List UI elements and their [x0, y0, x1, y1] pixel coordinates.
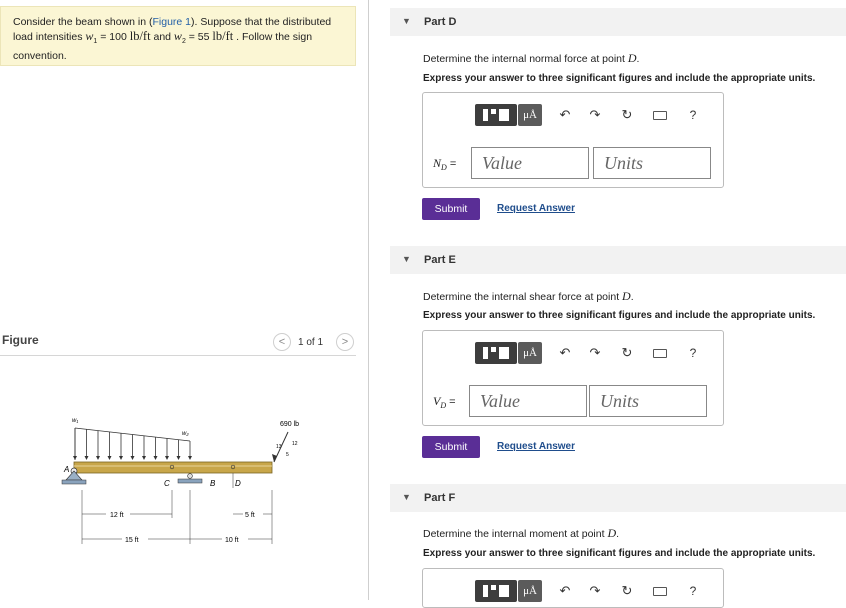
value-input[interactable]: [470, 386, 586, 416]
template-block-icon: [491, 585, 496, 590]
dim-5-label: 5 ft: [245, 512, 255, 519]
load-arrow-head: [73, 456, 77, 460]
templates-button[interactable]: [475, 580, 517, 602]
column-divider: [368, 0, 369, 600]
slope-12-label: 12: [292, 441, 298, 447]
figure-divider: [0, 355, 356, 356]
load-arrow-head: [131, 456, 135, 460]
part-E-value-field[interactable]: [469, 385, 587, 417]
next-figure-button[interactable]: >: [336, 333, 354, 351]
w1-figure-label: w₁: [72, 418, 79, 424]
load-arrow-head: [119, 456, 123, 460]
keyboard-icon[interactable]: [650, 580, 670, 602]
part-F-title: Part F: [424, 492, 456, 504]
part-F-point: D: [607, 526, 617, 540]
ground-A: [62, 480, 86, 484]
part-E-answer-box: [422, 330, 724, 426]
part-D-question-suffix: .: [636, 53, 640, 65]
undo-icon[interactable]: ↶: [559, 583, 571, 598]
part-E-question-suffix: .: [630, 291, 634, 303]
part-D-question: [423, 51, 639, 66]
roller-B: [188, 474, 193, 479]
w2-value: = 55: [185, 31, 213, 43]
part-D-value-field[interactable]: [471, 147, 589, 179]
distributed-load-arrows: [73, 428, 192, 460]
part-D-submit-button[interactable]: Submit: [422, 198, 480, 220]
undo-icon[interactable]: ↶: [559, 345, 571, 360]
units-symbol-button[interactable]: μÅ: [518, 342, 542, 364]
part-F-question: [423, 526, 619, 541]
units-input[interactable]: [594, 148, 710, 178]
force-label: 690 lb: [280, 421, 300, 428]
slope-5-label: 5: [286, 452, 289, 458]
load-arrow-head: [142, 456, 146, 460]
point-C-label: C: [164, 479, 170, 488]
part-F-answer-box: [422, 568, 724, 608]
var-eq: =: [446, 396, 456, 408]
part-D-units-field[interactable]: [593, 147, 711, 179]
template-block-icon: [483, 109, 488, 121]
template-block-icon: [483, 347, 488, 359]
keyboard-shape: [653, 111, 667, 120]
right-panel: [390, 0, 846, 600]
redo-icon[interactable]: ↷: [589, 583, 601, 598]
figure-link[interactable]: Figure 1: [152, 16, 192, 28]
units-symbol-button[interactable]: μÅ: [518, 104, 542, 126]
part-D-variable-label: [433, 156, 456, 172]
part-D-title: Part D: [424, 16, 457, 28]
redo-icon[interactable]: ↷: [589, 107, 601, 122]
part-E-point: D: [622, 289, 631, 303]
part-F-question-text: Determine the internal moment at point: [423, 528, 608, 540]
problem-tail: . Follow the sign convention.: [13, 31, 313, 63]
templates-button[interactable]: [475, 342, 517, 364]
load-arrow-head: [188, 456, 192, 460]
slope-13-label: 13: [276, 444, 282, 450]
load-arrow-head: [165, 456, 169, 460]
reset-icon[interactable]: ↻: [621, 583, 633, 598]
part-E-title: Part E: [424, 254, 456, 266]
prev-figure-button[interactable]: <: [273, 333, 291, 351]
part-D-answer-box: [422, 92, 724, 188]
problem-text: ). Suppose that the distributed load intensities: [13, 16, 332, 43]
collapse-chevron-icon[interactable]: ▼: [402, 492, 411, 502]
template-block-icon: [499, 347, 509, 359]
template-block-icon: [491, 109, 496, 114]
part-E-question-text: Determine the internal shear force at point: [423, 291, 623, 303]
part-E-header[interactable]: [390, 246, 846, 274]
left-panel: [0, 0, 368, 600]
problem-statement: [0, 6, 356, 66]
part-D-question-text: Determine the internal normal force at point: [423, 53, 628, 65]
part-E-units-field[interactable]: [589, 385, 707, 417]
templates-button[interactable]: [475, 104, 517, 126]
and-text: and: [150, 31, 174, 43]
redo-icon[interactable]: ↷: [589, 345, 601, 360]
template-block-icon: [499, 109, 509, 121]
w2-unit: lb/ft: [212, 29, 234, 43]
template-block-icon: [483, 585, 488, 597]
load-arrow-head: [108, 456, 112, 460]
help-icon[interactable]: ?: [689, 584, 697, 598]
beam: [74, 462, 272, 473]
var-eq: =: [446, 158, 457, 170]
part-E-submit-button[interactable]: Submit: [422, 436, 480, 458]
w2-sub: 2: [181, 38, 186, 46]
keyboard-icon[interactable]: [650, 104, 670, 126]
figure-label: Figure: [2, 333, 39, 347]
load-arrow-head: [177, 456, 181, 460]
collapse-chevron-icon[interactable]: ▼: [402, 254, 411, 264]
point-A-label: A: [64, 465, 70, 474]
part-F-header[interactable]: [390, 484, 846, 512]
undo-icon[interactable]: ↶: [559, 107, 571, 122]
var-sub: D: [440, 401, 447, 411]
dim-12-label: 12 ft: [110, 512, 124, 519]
help-icon[interactable]: ?: [689, 108, 697, 122]
point-B-label: B: [210, 479, 216, 488]
beam-diagram: [50, 410, 310, 550]
problem-intro: Consider the beam shown in (: [13, 16, 153, 28]
part-D-header[interactable]: [390, 8, 846, 36]
var-sub: D: [441, 163, 447, 173]
part-D-request-answer-link[interactable]: Request Answer: [497, 203, 575, 214]
var-symbol: V: [433, 394, 441, 408]
part-E-instructions: Express your answer to three significant figures and include the appropriate units.: [423, 310, 816, 321]
part-E-question: [423, 289, 634, 304]
keyboard-shape: [653, 349, 667, 358]
part-E-request-answer-link[interactable]: Request Answer: [497, 441, 575, 452]
reset-icon[interactable]: ↻: [621, 345, 633, 360]
dim-15-label: 15 ft: [125, 537, 139, 544]
keyboard-icon[interactable]: [650, 342, 670, 364]
reset-icon[interactable]: ↻: [621, 107, 633, 122]
load-arrow-head: [96, 456, 100, 460]
help-icon[interactable]: ?: [689, 346, 697, 360]
w1-unit: lb/ft: [129, 29, 151, 43]
load-arrow-head: [85, 456, 89, 460]
part-F-instructions: Express your answer to three significant figures and include the appropriate units.: [423, 548, 816, 559]
template-block-icon: [491, 347, 496, 352]
units-symbol-button[interactable]: μÅ: [518, 580, 542, 602]
ground-B: [178, 479, 202, 483]
point-D-label: D: [235, 479, 241, 488]
part-D-point: D: [627, 51, 637, 65]
keyboard-shape: [653, 587, 667, 596]
units-input[interactable]: [590, 386, 706, 416]
part-E-variable-label: [433, 394, 456, 410]
w2-figure-label: w₂: [182, 431, 189, 437]
part-D-instructions: Express your answer to three significant figures and include the appropriate units.: [423, 73, 816, 84]
part-F-question-suffix: .: [616, 528, 620, 540]
template-block-icon: [499, 585, 509, 597]
w1-value: = 100: [97, 31, 130, 43]
var-symbol: N: [433, 156, 442, 170]
figure-pager-text: 1 of 1: [298, 337, 324, 348]
w1-sub: 1: [93, 38, 98, 46]
w1-symbol: w: [85, 29, 94, 43]
value-input[interactable]: [472, 148, 588, 178]
dim-10-label: 10 ft: [225, 537, 239, 544]
load-arrow-head: [154, 456, 158, 460]
collapse-chevron-icon[interactable]: ▼: [402, 16, 411, 26]
w2-symbol: w: [173, 29, 182, 43]
